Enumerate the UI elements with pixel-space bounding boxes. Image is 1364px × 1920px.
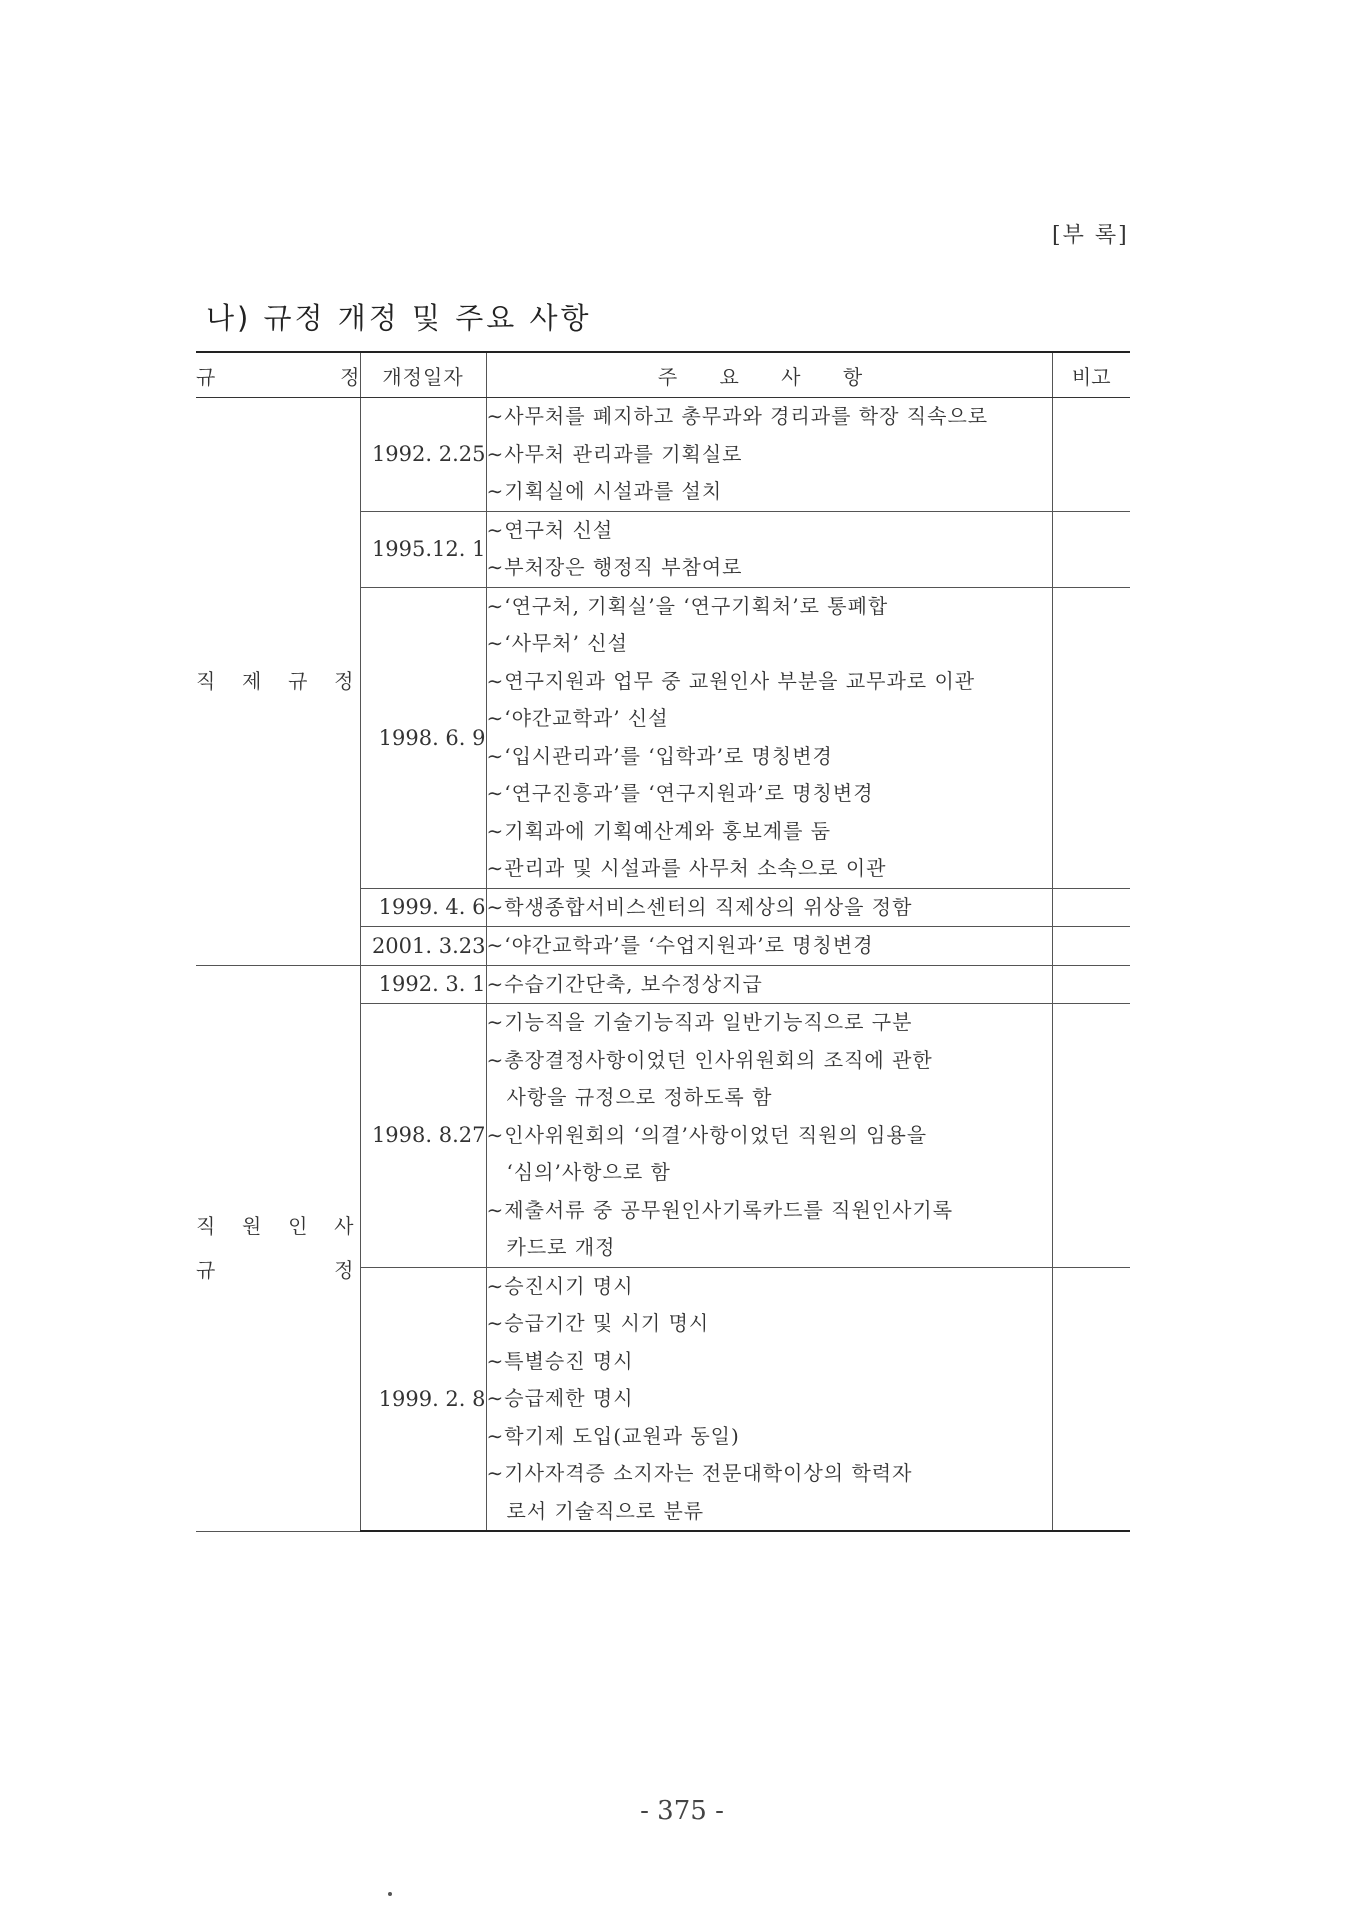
revision-items [486, 927, 1052, 966]
revision-item-continuation: 로서 기술직으로 분류 [506, 1498, 705, 1523]
revision-items [486, 398, 1052, 512]
section-title: 나) 규정 개정 및 주요 사항 [206, 301, 592, 335]
page-number: - 375 - [640, 1796, 724, 1826]
revision-items [486, 1267, 1052, 1531]
scan-speck [388, 1892, 392, 1896]
revision-item: ∼연구처 신설 [486, 517, 614, 542]
revision-item: ∼제출서류 중 공무원인사기록카드를 직원인사기록 [486, 1197, 954, 1222]
revision-date: 1995.12. 1 [360, 511, 486, 587]
revision-item: ∼기획과에 기획예산계와 홍보계를 둠 [486, 818, 832, 843]
revision-item: ∼기사자격증 소지자는 전문대학이상의 학력자 [486, 1461, 913, 1485]
remarks-cell [1052, 965, 1130, 1004]
regulation-name: 직 제 규 정 [196, 398, 360, 966]
remarks-cell [1052, 398, 1130, 512]
revision-item: ∼승급기간 및 시기 명시 [486, 1311, 710, 1335]
table-row [196, 965, 1130, 1004]
revision-item: ∼인사위원회의 ‘의결’사항이었던 직원의 임용을 [486, 1122, 928, 1147]
appendix-tag: [부 록] [1052, 223, 1129, 248]
revision-item: ∼승급제한 명시 [486, 1386, 634, 1410]
header-regulation: 규 정 [196, 352, 360, 398]
revision-date: 1998. 8.27 [360, 1004, 486, 1268]
revision-item: ∼부처장은 행정직 부참여로 [486, 555, 743, 579]
revision-item: ∼‘연구진흥과’를 ‘연구지원과’로 명칭변경 [486, 781, 874, 805]
revision-item: ∼특별승진 명시 [486, 1348, 634, 1373]
revision-item: ∼관리과 및 시설과를 사무처 소속으로 이관 [486, 856, 887, 880]
regulation-name: 직 원 인 사 규 정 [196, 965, 360, 1531]
revision-item: ∼‘야간교학과’ 신설 [486, 706, 669, 730]
revision-item: ∼사무처를 폐지하고 총무과와 경리과를 학장 직속으로 [486, 404, 989, 428]
revision-item: ∼수습기간단축, 보수정상지급 [486, 971, 763, 996]
revision-item: ∼총장결정사항이었던 인사위원회의 조직에 관한 [486, 1047, 933, 1072]
regulation-revision-table [196, 351, 1130, 1532]
revision-date: 1999. 2. 8 [360, 1267, 486, 1531]
remarks-cell [1052, 511, 1130, 587]
revision-items [486, 511, 1052, 587]
revision-item: ∼‘사무처’ 신설 [486, 631, 628, 655]
revision-date: 1999. 4. 6 [360, 888, 486, 927]
remarks-cell [1052, 1004, 1130, 1268]
revision-items [486, 1004, 1052, 1268]
remarks-cell [1052, 1267, 1130, 1531]
table-row [196, 398, 1130, 512]
revision-item-continuation: 사항을 규정으로 정하도록 함 [506, 1085, 773, 1109]
header-main-items: 주 요 사 항 [486, 352, 1052, 398]
revision-item: ∼기획실에 시설과를 설치 [486, 479, 723, 503]
remarks-cell [1052, 888, 1130, 927]
revision-item: ∼학기제 도입(교원과 동일) [486, 1423, 740, 1448]
remarks-cell [1052, 927, 1130, 966]
revision-item: ∼학생종합서비스센터의 직제상의 위상을 정함 [486, 894, 913, 919]
remarks-cell [1052, 587, 1130, 888]
revision-item: ∼사무처 관리과를 기획실로 [486, 441, 743, 466]
revision-date: 1992. 3. 1 [360, 965, 486, 1004]
header-revision-date: 개정일자 [360, 352, 486, 398]
revision-date: 1998. 6. 9 [360, 587, 486, 888]
revision-items [486, 965, 1052, 1004]
revision-item: ∼승진시기 명시 [486, 1273, 634, 1298]
revision-item: ∼연구지원과 업무 중 교원인사 부분을 교무과로 이관 [486, 668, 976, 693]
revision-item: ∼기능직을 기술기능직과 일반기능직으로 구분 [486, 1010, 913, 1034]
revision-item-continuation: ‘심의’사항으로 함 [506, 1160, 671, 1184]
revision-date: 1992. 2.25 [360, 398, 486, 512]
revision-item-continuation: 카드로 개정 [506, 1235, 616, 1259]
revision-date: 2001. 3.23 [360, 927, 486, 966]
revision-items [486, 888, 1052, 927]
revision-item: ∼‘야간교학과’를 ‘수업지원과’로 명칭변경 [486, 933, 874, 957]
revision-items [486, 587, 1052, 888]
revision-item: ∼‘연구처, 기획실’을 ‘연구기획처’로 통폐합 [486, 593, 889, 618]
header-remarks: 비고 [1052, 352, 1130, 398]
table-header-row [196, 352, 1130, 398]
revision-item: ∼‘입시관리과’를 ‘입학과’로 명칭변경 [486, 743, 833, 768]
